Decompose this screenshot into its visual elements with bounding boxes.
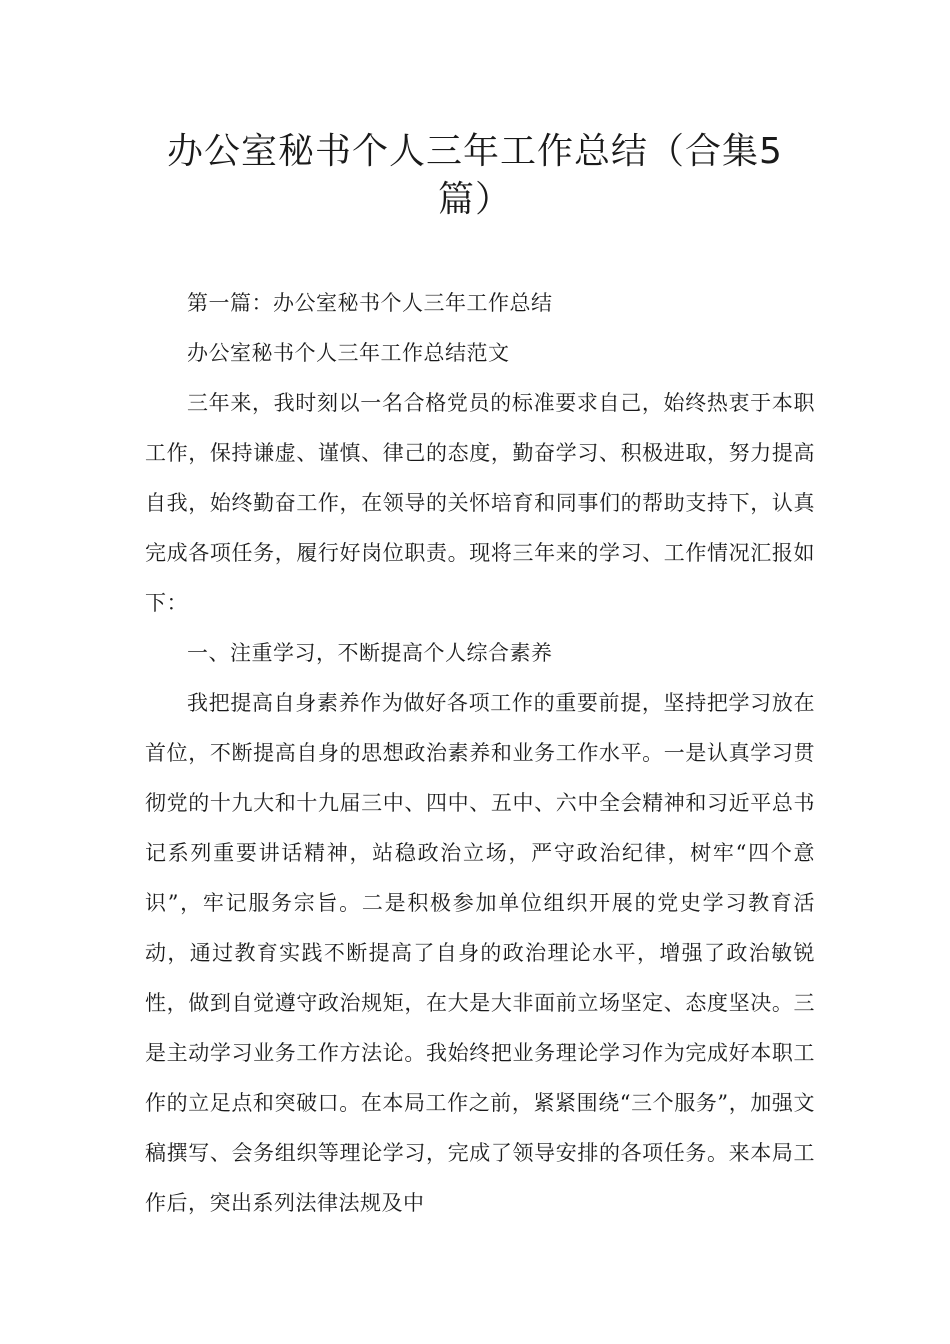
document-subtitle: 办公室秘书个人三年工作总结范文 (187, 341, 510, 365)
paragraph-intro: 三年来，我时刻以一名合格党员的标准要求自己，始终热衷于本职工作，保持谦虚、谨慎、律己的态度，勤奋学习、积极进取，努力提高自我，始终勤奋工作，在领导的关怀培育和同事们的帮助支持下，认真完成各项任务，履行好岗位职责。现将三年来的学习、工作情况汇报如下： (145, 391, 815, 615)
section-heading: 第一篇：办公室秘书个人三年工作总结 (187, 291, 553, 315)
document-body (145, 278, 815, 1228)
document-title: 办公室秘书个人三年工作总结（合集5篇） (167, 131, 783, 220)
paragraph-heading-1: 一、注重学习，不断提高个人综合素养 (187, 641, 553, 665)
paragraph-study: 我把提高自身素养作为做好各项工作的重要前提，坚持把学习放在首位，不断提高自身的思想政治素养和业务工作水平。一是认真学习贯彻党的十九大和十九届三中、四中、五中、六中全会精神和习近平总书记系列重要讲话精神，站稳政治立场，严守政治纪律，树牢“四个意识”，牢记服务宗旨。二是积极参加单位组织开展的党史学习教育活动，通过教育实践不断提高了自身的政治理论水平，增强了政治敏锐性，做到自觉遵守政治规矩，在大是大非面前立场坚定、态度坚决。三是主动学习业务工作方法论。我始终把业务理论学习作为完成好本职工作的立足点和突破口。在本局工作之前，紧紧围绕“三个服务”，加强文稿撰写、会务组织等理论学习，完成了领导安排的各项任务。来本局工作后，突出系列法律法规及中 (145, 691, 815, 1215)
